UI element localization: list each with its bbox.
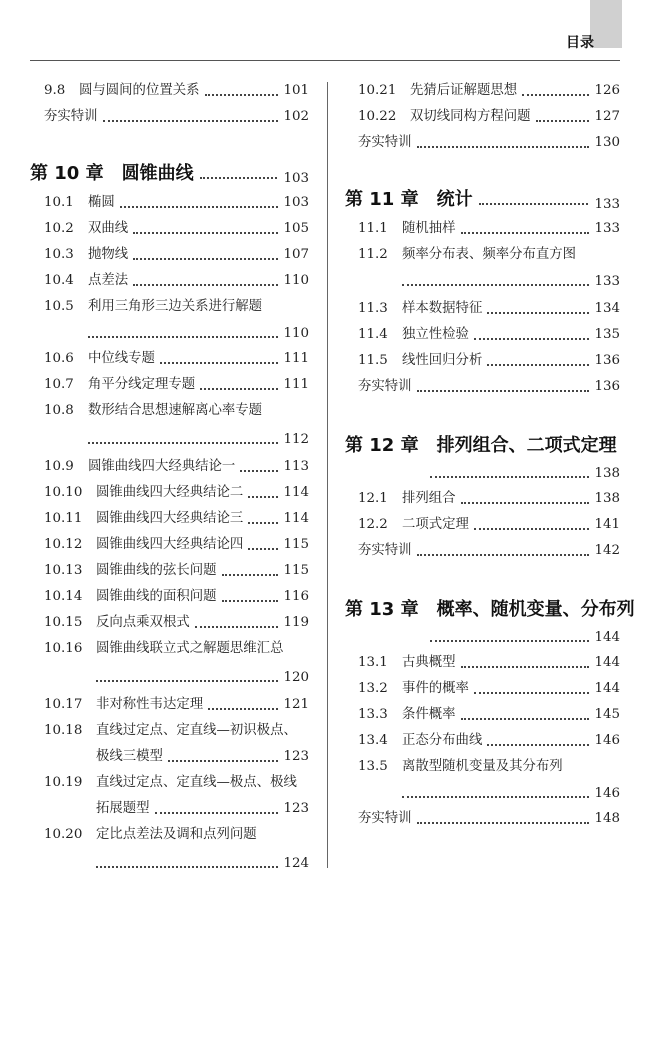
section-number: 10.10: [44, 485, 83, 500]
chapter-heading-continuation[interactable]: [430, 462, 620, 484]
leader-dots: [430, 640, 589, 642]
page-number: 133: [594, 221, 620, 236]
toc-entry-continuation[interactable]: [402, 270, 620, 292]
toc-entry[interactable]: [44, 508, 309, 530]
section-title: 角平分线定理专题: [88, 377, 196, 392]
page-number: 110: [283, 325, 309, 341]
section-number: 10.21: [358, 83, 397, 98]
section-title: 排列组合: [402, 491, 456, 506]
leader-dots: [120, 206, 279, 208]
toc-entry[interactable]: [358, 298, 620, 320]
section-title: 正态分布曲线: [402, 733, 483, 748]
chapter-title: 圆锥曲线: [121, 163, 194, 184]
section-title: 圆锥曲线四大经典结论一: [88, 459, 236, 474]
section-title: 利用三角形三边关系进行解题: [88, 299, 263, 314]
page-number: 113: [283, 459, 309, 474]
page-number: 114: [283, 485, 309, 500]
section-number: 10.9: [44, 459, 74, 474]
leader-dots: [487, 364, 589, 366]
section-title: 夯实特训: [358, 135, 412, 150]
leader-dots: [205, 94, 279, 96]
leader-dots: [522, 94, 589, 96]
chapter-number: 第 11 章: [345, 189, 419, 210]
toc-entry[interactable]: [358, 540, 620, 562]
toc-entry[interactable]: [44, 482, 309, 504]
section-title: 随机抽样: [402, 221, 456, 236]
section-number: 10.16: [44, 641, 83, 656]
leader-dots: [168, 760, 278, 762]
leader-dots: [461, 718, 590, 720]
page-number: 119: [283, 615, 309, 630]
section-title: 线性回归分析: [402, 353, 483, 368]
toc-entry[interactable]: [358, 244, 620, 266]
toc-entry-continuation[interactable]: [88, 428, 309, 450]
section-title: 条件概率: [402, 707, 456, 722]
toc-entry-continuation[interactable]: [96, 852, 309, 874]
toc-entry[interactable]: [44, 218, 309, 240]
toc-entry[interactable]: [358, 808, 620, 830]
section-title: 中位线专题: [88, 351, 155, 366]
section-number: 10.20: [44, 827, 83, 842]
page-number: 138: [594, 491, 620, 506]
toc-entry[interactable]: [44, 534, 309, 556]
column-divider: [327, 82, 328, 868]
page-number: 112: [283, 431, 309, 447]
page-number: 123: [283, 749, 309, 764]
page-number: 105: [283, 221, 309, 236]
toc-entry[interactable]: [358, 488, 620, 510]
leader-dots: [479, 203, 589, 205]
toc-entry-continuation[interactable]: [96, 798, 309, 820]
toc-entry[interactable]: [44, 270, 309, 292]
leader-dots: [461, 666, 590, 668]
leader-dots: [133, 284, 278, 286]
toc-entry[interactable]: [44, 694, 309, 716]
toc-entry[interactable]: [358, 678, 620, 700]
section-number: 13.5: [358, 759, 388, 774]
chapter-title: 统计: [436, 189, 473, 210]
section-number: 10.12: [44, 537, 83, 552]
leader-dots: [200, 177, 278, 179]
section-number: 10.17: [44, 697, 83, 712]
toc-entry[interactable]: [44, 772, 309, 794]
section-number: 9.8: [44, 83, 66, 98]
section-title: 夯实特训: [358, 379, 412, 394]
section-number: 10.2: [44, 221, 74, 236]
toc-entry[interactable]: [44, 612, 309, 634]
leader-dots: [160, 362, 278, 364]
section-title: 点差法: [88, 273, 129, 288]
chapter-number: 第 12 章: [345, 435, 419, 456]
section-title: 古典概型: [402, 655, 456, 670]
page-number: 138: [594, 465, 620, 481]
section-number: 10.11: [44, 511, 83, 526]
toc-entry-continuation[interactable]: [96, 666, 309, 688]
section-title: 圆锥曲线的弦长问题: [96, 563, 217, 578]
section-title: 夯实特训: [358, 811, 412, 826]
page-number: 103: [283, 195, 309, 210]
toc-entry-continuation[interactable]: [88, 322, 309, 344]
chapter-number: 第 13 章: [345, 599, 419, 620]
leader-dots: [200, 388, 278, 390]
section-number: 10.14: [44, 589, 83, 604]
leader-dots: [474, 528, 589, 530]
page-number: 134: [594, 301, 620, 316]
section-number: 13.1: [358, 655, 388, 670]
leader-dots: [430, 476, 589, 478]
section-number: 13.4: [358, 733, 388, 748]
page-number: 146: [594, 785, 620, 801]
page-number: 136: [594, 379, 620, 394]
toc-entry[interactable]: [44, 192, 309, 214]
page-number: 135: [594, 327, 620, 342]
toc-entry[interactable]: [44, 638, 309, 660]
toc-entry[interactable]: [44, 106, 309, 128]
section-title: 圆与圆间的位置关系: [79, 83, 200, 98]
toc-entry[interactable]: [358, 514, 620, 536]
toc-entry[interactable]: [358, 80, 620, 102]
page-number: 123: [283, 801, 309, 816]
page-number: 141: [594, 517, 620, 532]
page-number: 124: [283, 855, 309, 871]
section-number: 13.2: [358, 681, 388, 696]
section-title: 定比点差法及调和点列问题: [96, 827, 257, 842]
page-number: 110: [283, 273, 309, 288]
toc-entry[interactable]: [44, 824, 309, 846]
page-number: 142: [594, 543, 620, 558]
chapter-heading[interactable]: [345, 184, 620, 212]
page-number: 102: [283, 109, 309, 124]
page-number: 114: [283, 511, 309, 526]
leader-dots: [487, 744, 589, 746]
leader-dots: [96, 680, 278, 682]
leader-dots: [88, 442, 278, 444]
section-number: 10.7: [44, 377, 74, 392]
section-number: 13.3: [358, 707, 388, 722]
page-number: 144: [594, 655, 620, 670]
page-number: 120: [283, 669, 309, 685]
leader-dots: [222, 574, 279, 576]
section-title: 椭圆: [88, 195, 115, 210]
leader-dots: [461, 232, 590, 234]
toc-entry[interactable]: [44, 456, 309, 478]
section-number: 11.3: [358, 301, 388, 316]
chapter-title: 排列组合、二项式定理: [436, 435, 617, 456]
leader-dots: [248, 496, 278, 498]
section-title: 圆锥曲线四大经典结论三: [96, 511, 244, 526]
leader-dots: [155, 812, 279, 814]
leader-dots: [474, 338, 589, 340]
page-number: 121: [283, 697, 309, 712]
toc-entry[interactable]: [358, 730, 620, 752]
header-divider: [30, 60, 620, 61]
chapter-heading[interactable]: [345, 430, 620, 458]
leader-dots: [88, 336, 278, 338]
leader-dots: [417, 822, 590, 824]
section-number: 11.1: [358, 221, 388, 236]
page-number: 115: [283, 563, 309, 578]
section-title: 数形结合思想速解离心率专题: [88, 403, 263, 418]
toc-entry[interactable]: [358, 652, 620, 674]
leader-dots: [133, 232, 278, 234]
section-number: 10.22: [358, 109, 397, 124]
section-title: 圆锥曲线四大经典结论四: [96, 537, 244, 552]
page-number: 130: [594, 135, 620, 150]
toc-entry-continuation[interactable]: [96, 746, 309, 768]
leader-dots: [417, 146, 590, 148]
toc-entry[interactable]: [358, 756, 620, 778]
toc-entry[interactable]: [358, 218, 620, 240]
section-number: 10.3: [44, 247, 74, 262]
chapter-number: 第 10 章: [30, 163, 104, 184]
section-title: 样本数据特征: [402, 301, 483, 316]
toc-entry[interactable]: [44, 296, 309, 318]
section-number: 11.4: [358, 327, 388, 342]
leader-dots: [240, 470, 278, 472]
section-number: 10.4: [44, 273, 74, 288]
page-number: 103: [283, 170, 309, 186]
section-title: 圆锥曲线四大经典结论二: [96, 485, 244, 500]
toc-entry[interactable]: [358, 132, 620, 154]
leader-dots: [402, 284, 589, 286]
leader-dots: [103, 120, 279, 122]
page-number: 133: [594, 273, 620, 289]
section-number: 10.19: [44, 775, 83, 790]
page-number: 144: [594, 681, 620, 696]
chapter-heading[interactable]: [30, 158, 309, 186]
toc-entry[interactable]: [358, 324, 620, 346]
leader-dots: [402, 796, 589, 798]
section-title: 事件的概率: [402, 681, 469, 696]
page-number: 136: [594, 353, 620, 368]
leader-dots: [536, 120, 590, 122]
page-number: 133: [594, 196, 620, 212]
page-number: 115: [283, 537, 309, 552]
section-number: 10.6: [44, 351, 74, 366]
toc-entry[interactable]: [44, 244, 309, 266]
section-title: 夯实特训: [44, 109, 98, 124]
section-title: 抛物线: [88, 247, 129, 262]
toc-entry[interactable]: [44, 374, 309, 396]
toc-entry[interactable]: [44, 348, 309, 370]
leader-dots: [417, 554, 590, 556]
section-title-line2: 极线三模型: [96, 749, 163, 764]
toc-entry[interactable]: [44, 400, 309, 422]
toc-entry[interactable]: [358, 106, 620, 128]
section-title: 双曲线: [88, 221, 129, 236]
page-number: 144: [594, 629, 620, 645]
toc-entry[interactable]: [44, 720, 309, 742]
section-title: 直线过定点、定直线—极点、极线: [96, 775, 297, 790]
section-title: 离散型随机变量及其分布列: [402, 759, 563, 774]
leader-dots: [474, 692, 589, 694]
toc-entry[interactable]: [358, 376, 620, 398]
leader-dots: [248, 548, 278, 550]
section-number: 10.8: [44, 403, 74, 418]
section-number: 10.5: [44, 299, 74, 314]
toc-entry[interactable]: [44, 586, 309, 608]
section-number: 10.18: [44, 723, 83, 738]
section-number: 12.2: [358, 517, 388, 532]
toc-entry-continuation[interactable]: [402, 782, 620, 804]
leader-dots: [487, 312, 589, 314]
page-number: 111: [283, 351, 309, 366]
section-title-line2: 拓展题型: [96, 801, 150, 816]
toc-entry[interactable]: [358, 704, 620, 726]
section-title: 先猜后证解题思想: [410, 83, 518, 98]
leader-dots: [96, 866, 278, 868]
leader-dots: [208, 708, 278, 710]
section-title: 频率分布表、频率分布直方图: [402, 247, 577, 262]
page-number: 127: [594, 109, 620, 124]
leader-dots: [133, 258, 278, 260]
section-title: 反向点乘双根式: [96, 615, 190, 630]
chapter-title: 概率、随机变量、分布列: [436, 599, 635, 620]
section-number: 10.13: [44, 563, 83, 578]
page-number: 146: [594, 733, 620, 748]
chapter-heading[interactable]: [345, 594, 635, 622]
section-title: 圆锥曲线的面积问题: [96, 589, 217, 604]
section-number: 10.1: [44, 195, 74, 210]
page-number: 126: [594, 83, 620, 98]
toc-entry[interactable]: [358, 350, 620, 372]
page-number: 116: [283, 589, 309, 604]
section-title: 二项式定理: [402, 517, 469, 532]
toc-entry[interactable]: [44, 560, 309, 582]
toc-entry[interactable]: [44, 80, 309, 102]
page-header-title: 目录: [566, 35, 594, 51]
leader-dots: [248, 522, 278, 524]
page-number: 107: [283, 247, 309, 262]
leader-dots: [461, 502, 590, 504]
page-number: 111: [283, 377, 309, 392]
leader-dots: [222, 600, 279, 602]
section-title: 夯实特训: [358, 543, 412, 558]
chapter-heading-continuation[interactable]: [430, 626, 620, 648]
section-title: 圆锥曲线联立式之解题思维汇总: [96, 641, 284, 656]
leader-dots: [195, 626, 279, 628]
section-title: 双切线同构方程问题: [410, 109, 531, 124]
leader-dots: [417, 390, 590, 392]
page-number: 148: [594, 811, 620, 826]
section-number: 11.2: [358, 247, 388, 262]
page-number: 145: [594, 707, 620, 722]
section-title: 非对称性韦达定理: [96, 697, 204, 712]
page-number: 101: [283, 83, 309, 98]
section-number: 10.15: [44, 615, 83, 630]
section-number: 12.1: [358, 491, 388, 506]
section-title: 直线过定点、定直线—初识极点、: [96, 723, 297, 738]
section-title: 独立性检验: [402, 327, 469, 342]
section-number: 11.5: [358, 353, 388, 368]
